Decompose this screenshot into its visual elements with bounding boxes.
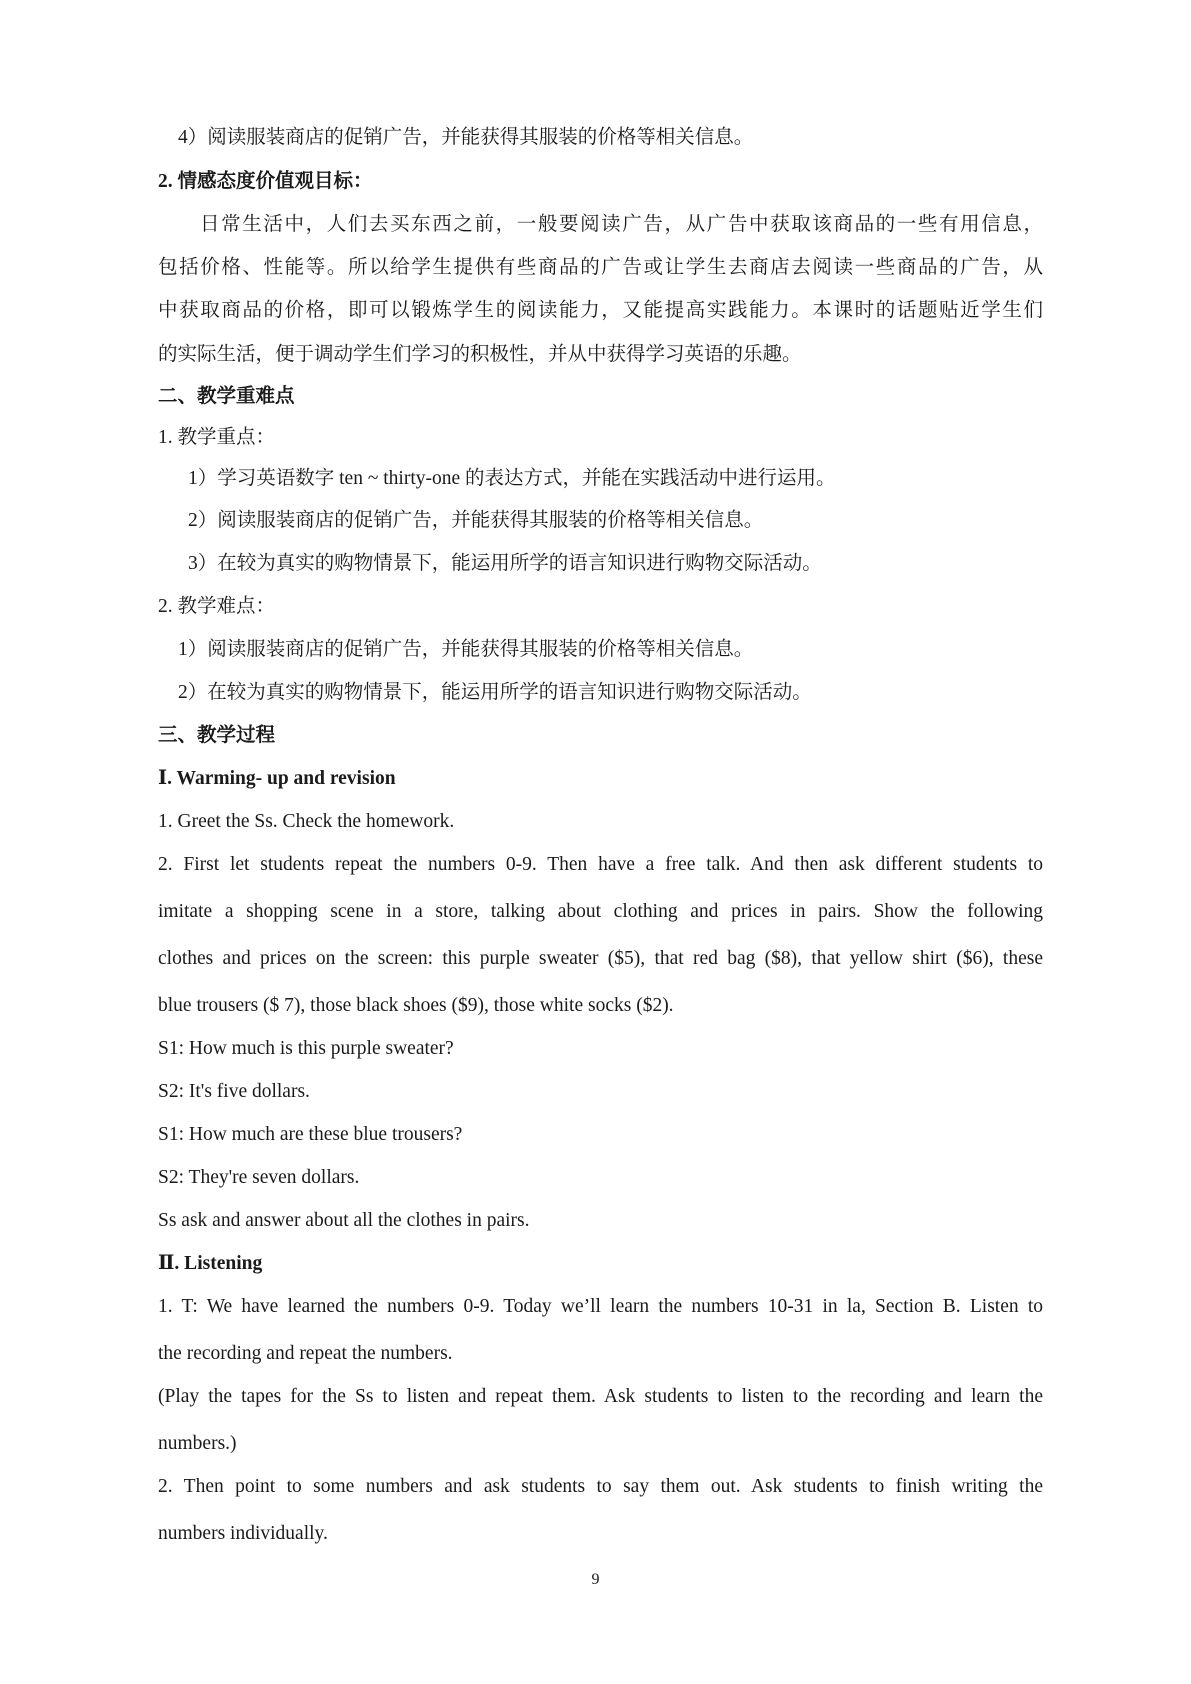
difficult-point-item: 2）在较为真实的购物情景下，能运用所学的语言知识进行购物交际活动。 bbox=[178, 682, 812, 703]
step-text: numbers individually. bbox=[158, 1523, 328, 1544]
objective-item-4: 4）阅读服装商店的促销广告，并能获得其服装的价格等相关信息。 bbox=[178, 127, 754, 148]
step-text: 1. T: We have learned the numbers 0-9. Today we’ll learn the numbers 10-31 in la, Section B. Listen to bbox=[158, 1296, 1043, 1317]
step-text: the recording and repeat the numbers. bbox=[158, 1343, 453, 1364]
section-heading-teaching-process: 三、教学过程 bbox=[158, 725, 276, 746]
step-text: blue trousers ($ 7), those black shoes ($9), those white socks ($2). bbox=[158, 995, 674, 1016]
step-text: 1. Greet the Ss. Check the homework. bbox=[158, 811, 455, 832]
subheading-key-points: 1. 教学重点： bbox=[158, 427, 276, 448]
key-point-item: 2）阅读服装商店的促销广告，并能获得其服装的价格等相关信息。 bbox=[188, 510, 764, 531]
dialogue-line: S1: How much are these blue trousers? bbox=[158, 1124, 463, 1145]
paragraph-line: 包括价格、性能等。所以给学生提供有些商品的广告或让学生去商店去阅读一些商品的广告，从 bbox=[158, 257, 1043, 278]
step-text: (Play the tapes for the Ss to listen and repeat them. Ask students to listen to the recording and learn the bbox=[158, 1386, 1043, 1407]
step-text: numbers.) bbox=[158, 1433, 237, 1454]
step-text: 2. First let students repeat the numbers 0-9. Then have a free talk. And then ask different students to bbox=[158, 854, 1043, 875]
section-heading-key-points: 二、教学重难点 bbox=[158, 386, 295, 407]
paragraph-line: 中获取商品的价格，即可以锻炼学生的阅读能力，又能提高实践能力。本课时的话题贴近学生们 bbox=[158, 300, 1043, 321]
key-point-item: 3）在较为真实的购物情景下，能运用所学的语言知识进行购物交际活动。 bbox=[188, 553, 822, 574]
section-heading-affective-goals: 2. 情感态度价值观目标： bbox=[158, 171, 373, 192]
step-heading-listening: Ⅱ. Listening bbox=[158, 1253, 263, 1274]
step-text: Ss ask and answer about all the clothes in pairs. bbox=[158, 1210, 530, 1231]
subheading-difficult-points: 2. 教学难点： bbox=[158, 596, 276, 617]
paragraph-line: 的实际生活，便于调动学生们学习的积极性，并从中获得学习英语的乐趣。 bbox=[158, 344, 802, 365]
step-heading-warming-up: Ⅰ. Warming- up and revision bbox=[158, 768, 396, 789]
step-text: clothes and prices on the screen: this purple sweater ($5), that red bag ($8), that yellow shirt ($6), these bbox=[158, 948, 1043, 969]
dialogue-line: S2: They're seven dollars. bbox=[158, 1167, 360, 1188]
step-text: imitate a shopping scene in a store, talking about clothing and prices in pairs. Show the following bbox=[158, 901, 1043, 922]
page-number: 9 bbox=[591, 1571, 600, 1588]
key-point-item: 1）学习英语数字 ten ~ thirty-one 的表达方式，并能在实践活动中进行运用。 bbox=[188, 468, 836, 489]
step-text: 2. Then point to some numbers and ask students to say them out. Ask students to finish writing the bbox=[158, 1476, 1043, 1497]
paragraph-line: 日常生活中，人们去买东西之前，一般要阅读广告，从广告中获取该商品的一些有用信息， bbox=[200, 214, 1043, 235]
difficult-point-item: 1）阅读服装商店的促销广告，并能获得其服装的价格等相关信息。 bbox=[178, 639, 754, 660]
dialogue-line: S2: It's five dollars. bbox=[158, 1081, 310, 1102]
dialogue-line: S1: How much is this purple sweater? bbox=[158, 1038, 454, 1059]
